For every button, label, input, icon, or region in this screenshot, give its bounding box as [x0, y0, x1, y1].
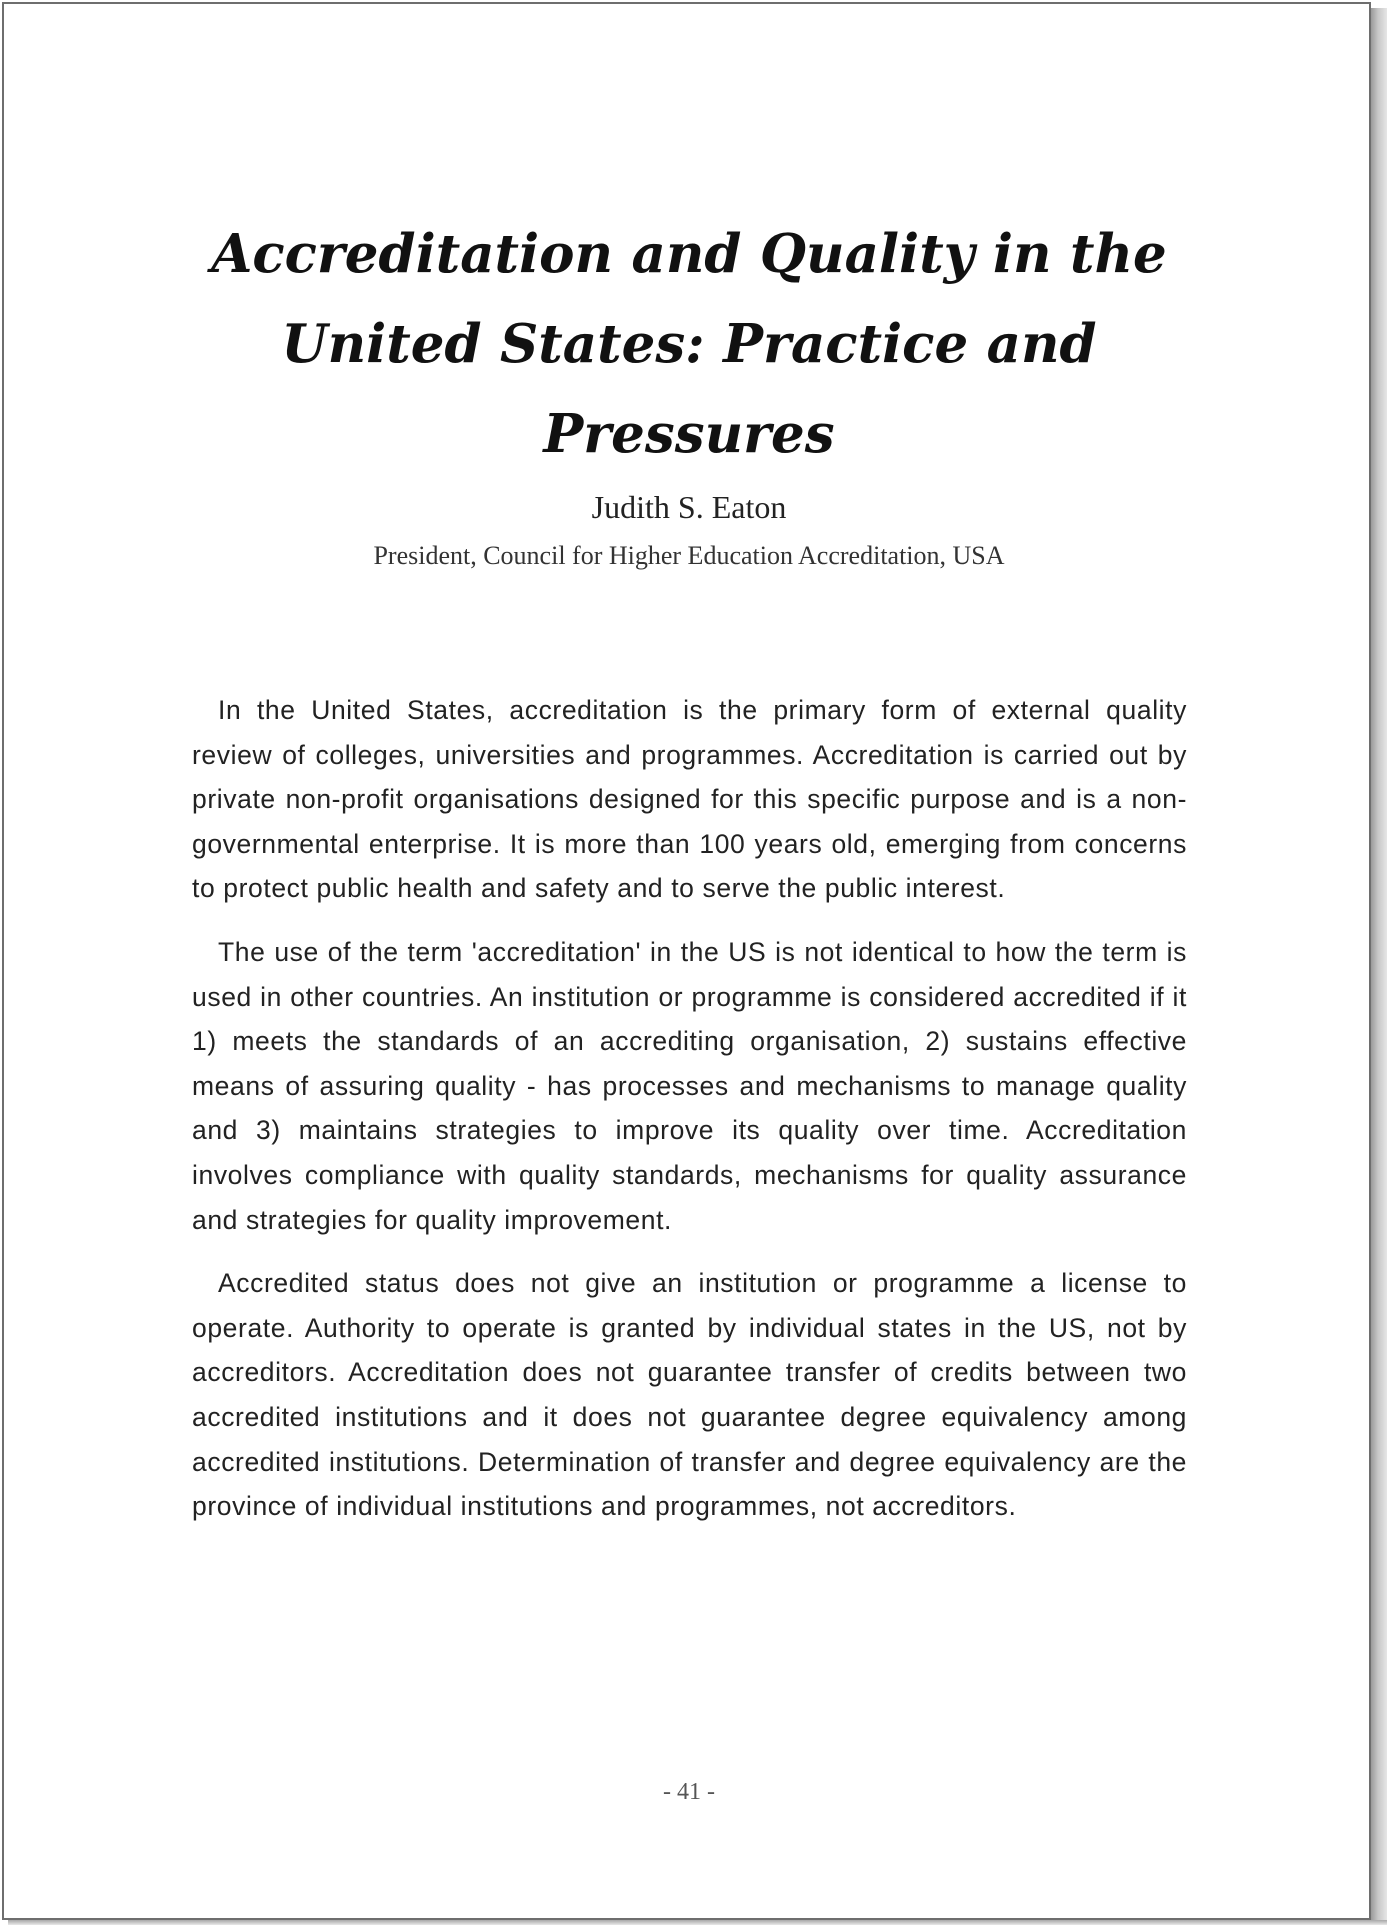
page-number: - 41 -	[663, 1779, 715, 1805]
document-page	[2, 2, 1371, 1920]
body-text	[192, 688, 1187, 1548]
page-bottom-shadow	[8, 1920, 1387, 1925]
author-name: Judith S. Eaton	[591, 489, 787, 525]
page-title: Accreditation and Quality in the United States: Practice and Pressures	[211, 223, 1167, 465]
paragraph-1: In the United States, accreditation is the primary form of external quality review of colleges, universities and programmes. Accreditation is carried out by private non-profit organisations designed for this specific purpose and is a non-governmental enterprise. It is more than 100 years old, emerging from concerns to protect public health and safety and to serve the public interest.	[192, 695, 1187, 904]
author-affiliation: President, Council for Higher Education Accreditation, USA	[373, 541, 1005, 570]
page-edge-shadow	[1371, 8, 1387, 1922]
paragraph-2: The use of the term 'accreditation' in the US is not identical to how the term is used in other countries. An institution or programme is considered accredited if it 1) meets the standards of an accrediting organisation, 2) sustains effective means of assuring quality - has processes and mechanisms to manage quality and 3) maintains strategies to improve its quality over time. Accreditation involves compliance with quality standards, mechanisms for quality assurance and strategies for quality improvement.	[192, 936, 1187, 1235]
paragraph-3: Accredited status does not give an institution or programme a license to operate. Authority to operate is granted by individual states in the US, not by accreditors. Accreditation does not guarantee transfer of credits between two accredited institutions and it does not guarantee degree equivalency among accredited institutions. Determination of transfer and degree equivalency are the province of individual institutions and programmes, not accreditors.	[192, 1268, 1187, 1522]
